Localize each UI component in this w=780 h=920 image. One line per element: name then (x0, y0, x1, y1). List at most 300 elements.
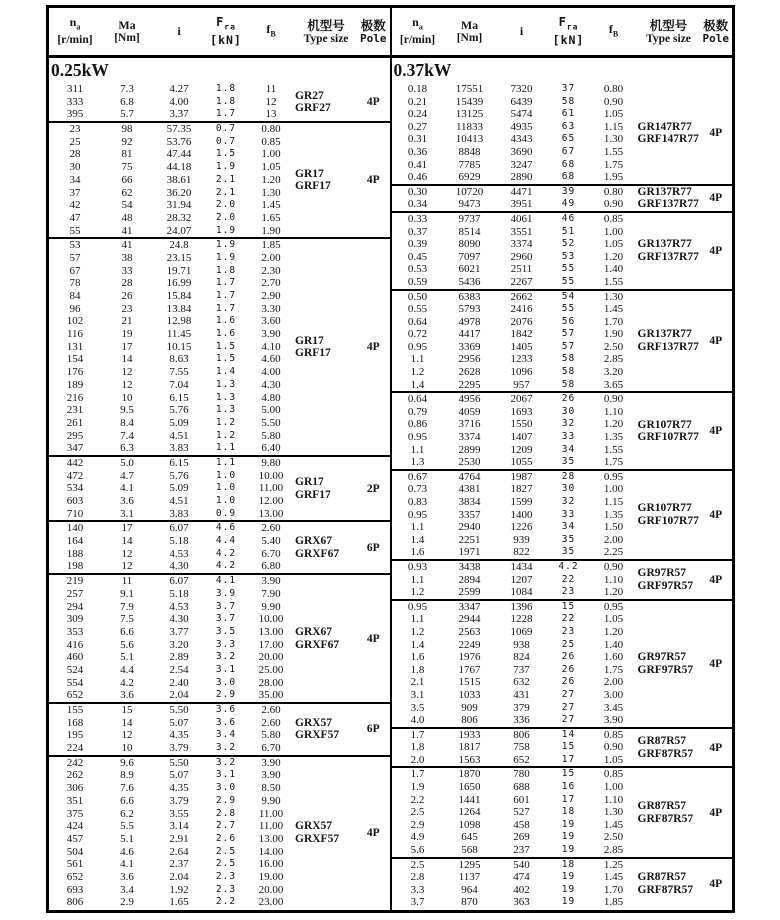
cell-fra: 2.0 (215, 211, 237, 223)
cell-ma: 2530 (458, 456, 481, 469)
block-rows (49, 457, 295, 520)
cell-i: 7320 (510, 83, 533, 95)
header-unit: [Nm] (456, 31, 483, 44)
cell-i: 15.84 (166, 290, 192, 302)
table-row (49, 588, 295, 601)
cell-na: 1.2 (410, 625, 425, 638)
cell-fb: 0.85 (603, 768, 624, 781)
cell-fb: 25.00 (258, 663, 284, 676)
header-ma (444, 19, 496, 45)
cell-ma: 6.3 (120, 442, 134, 455)
cell-fra: 55 (561, 263, 576, 275)
cell-ma: 15439 (455, 95, 484, 108)
cell-fb: 1.35 (603, 508, 624, 521)
type-size-labels (295, 239, 357, 455)
cell-na: 154 (66, 353, 84, 366)
cell-i: 23.15 (166, 251, 192, 264)
cell-fra: 4.4 (215, 535, 237, 547)
cell-fra: 14 (561, 728, 576, 740)
cell-i: 3.79 (169, 794, 189, 807)
cell-fra: 1.8 (215, 264, 237, 276)
block-rows (392, 213, 638, 289)
cell-i: 1069 (510, 625, 533, 638)
cell-fra: 1.0 (215, 495, 237, 506)
block-rows (392, 561, 638, 599)
block-rows (49, 704, 295, 755)
type-size-label: GRF87R57 (637, 883, 694, 896)
cell-na: 2.2 (410, 793, 425, 806)
table-row (392, 341, 638, 354)
cell-i: 5.18 (169, 587, 189, 600)
pole-value: 4P (366, 632, 380, 645)
cell-na: 53 (69, 239, 81, 252)
cell-fb: 3.00 (603, 688, 624, 701)
cell-i: 758 (513, 741, 530, 754)
cell-fra: 67 (561, 145, 576, 157)
cell-fra: 2.7 (215, 820, 237, 832)
table-row (392, 819, 638, 832)
cell-fra: 1.5 (215, 353, 237, 365)
cell-fb: 9.80 (261, 456, 281, 469)
type-size-label: GR17 (295, 167, 324, 180)
cell-ma: 5.1 (120, 651, 134, 664)
type-size-label: GR137R77 (637, 328, 692, 341)
cell-fra: 4.2 (215, 547, 237, 559)
table-row (392, 496, 638, 509)
cell-fb: 12.00 (258, 495, 284, 507)
cell-i: 2416 (510, 303, 533, 316)
cell-fb: 2.90 (261, 290, 281, 302)
cell-fra: 19 (561, 818, 576, 830)
cell-ma: 6929 (458, 171, 481, 184)
cell-na: 561 (66, 858, 84, 871)
cell-ma: 2599 (458, 586, 481, 599)
table-row (49, 820, 295, 833)
block-rows (392, 601, 638, 727)
cell-i: 12.98 (166, 315, 192, 328)
cell-fra: 49 (561, 198, 576, 210)
gear-block (49, 237, 390, 455)
cell-i: 632 (513, 676, 530, 689)
table-row (392, 794, 638, 807)
table-row (392, 276, 638, 289)
type-size-label: GR107R77 (637, 418, 692, 431)
header-symbol: i (177, 24, 181, 38)
cell-ma: 10 (121, 742, 133, 755)
cell-i: 4.51 (169, 429, 189, 442)
block-rows (49, 522, 295, 573)
cell-na: 231 (66, 404, 84, 417)
cell-ma: 3.1 (120, 507, 134, 520)
cell-ma: 2940 (458, 521, 481, 534)
cell-i: 3.83 (169, 507, 189, 520)
table-row (49, 548, 295, 561)
table-row (392, 613, 638, 626)
cell-ma: 1137 (458, 871, 481, 884)
cell-na: 524 (66, 663, 84, 676)
cell-ma: 92 (121, 135, 133, 148)
cell-i: 2.37 (169, 858, 189, 871)
cell-fb: 1.25 (603, 858, 624, 871)
pole-value: 4P (709, 877, 723, 890)
cell-ma: 9.5 (120, 404, 134, 417)
cell-na: 1.8 (410, 741, 425, 754)
cell-fra: 58 (561, 378, 576, 390)
cell-fb: 1.45 (603, 818, 624, 831)
cell-i: 2.04 (169, 870, 189, 883)
table-row (49, 689, 295, 702)
cell-i: 4061 (510, 212, 533, 225)
cell-i: 5474 (510, 108, 533, 121)
cell-fb: 1.85 (603, 896, 624, 909)
cell-fb: 23.00 (258, 896, 284, 909)
table-row (49, 353, 295, 366)
cell-i: 11.45 (166, 328, 192, 341)
cell-na: 30 (69, 161, 81, 174)
cell-fra: 4.2 (558, 560, 579, 572)
cell-fb: 0.80 (603, 185, 624, 198)
table-row (49, 729, 295, 742)
cell-fra: 16 (561, 781, 576, 793)
cell-i: 1599 (510, 496, 533, 508)
cell-na: 0.53 (407, 263, 428, 276)
block-rows (49, 123, 295, 237)
header-i (153, 25, 205, 38)
table-row (392, 651, 638, 664)
header-unit: [r/min] (399, 33, 436, 46)
cell-fb: 16.00 (258, 858, 284, 871)
cell-i: 24.8 (169, 239, 189, 252)
cell-na: 1.9 (410, 781, 425, 794)
cell-fra: 15 (561, 768, 576, 780)
cell-fb: 1.30 (261, 186, 281, 199)
cell-fra: 15 (561, 600, 576, 612)
table-row (392, 406, 638, 419)
cell-i: 2.40 (169, 676, 189, 689)
cell-na: 0.86 (407, 418, 428, 431)
cell-i: 4935 (510, 120, 533, 133)
cell-ma: 1767 (458, 663, 481, 676)
cell-na: 1.7 (410, 768, 425, 781)
table-row (392, 702, 638, 715)
header-unit: [kN] (552, 32, 585, 47)
cell-fra: 1.6 (215, 315, 237, 327)
pole-value: 4P (709, 741, 723, 754)
cell-fb: 1.60 (603, 651, 624, 664)
cell-i: 2511 (510, 263, 533, 276)
table-row (392, 263, 638, 276)
table-row (49, 341, 295, 354)
cell-na: 311 (66, 83, 84, 95)
cell-ma: 14 (121, 535, 133, 548)
table-row (49, 846, 295, 859)
type-size-label: GRXF57 (295, 832, 340, 845)
cell-i: 780 (513, 768, 530, 781)
cell-fra: 32 (561, 418, 576, 430)
cell-fb: 1.05 (603, 753, 624, 766)
type-size-label: GRF107R77 (637, 514, 699, 527)
cell-fra: 27 (561, 701, 576, 713)
cell-fb: 0.80 (603, 83, 624, 95)
cell-fra: 25 (561, 638, 576, 650)
cell-fra: 1.0 (215, 482, 237, 494)
header-cn-label: 机型号 (307, 18, 345, 33)
table-row (392, 186, 638, 199)
cell-fb: 1.20 (261, 173, 281, 186)
cell-na: 1.1 (410, 443, 425, 456)
cell-fb: 5.80 (261, 429, 281, 442)
cell-fra: 33 (561, 431, 576, 443)
table-row (49, 769, 295, 782)
table-row (49, 252, 295, 265)
table-row (392, 586, 638, 599)
cell-i: 6439 (510, 95, 533, 108)
cell-ma: 2251 (458, 533, 481, 546)
table-row (49, 704, 295, 717)
cell-fra: 27 (561, 688, 576, 700)
table-row (49, 366, 295, 379)
cell-fra: 34 (561, 443, 576, 455)
cell-ma: 7.6 (120, 782, 134, 795)
cell-fb: 1.15 (603, 496, 624, 508)
cell-fra: 3.7 (215, 600, 237, 612)
cell-i: 527 (513, 806, 530, 819)
cell-na: 347 (66, 442, 84, 455)
cell-na: 3.3 (410, 883, 425, 896)
cell-ma: 4059 (458, 405, 481, 418)
table-row (49, 651, 295, 664)
type-size-labels (638, 601, 700, 727)
cell-i: 2890 (510, 171, 533, 184)
cell-na: 0.83 (407, 496, 428, 508)
cell-i: 6.15 (169, 391, 189, 404)
cell-ma: 2.9 (120, 896, 134, 909)
cell-i: 2067 (510, 393, 533, 406)
type-size-label: GRF137R77 (637, 198, 699, 211)
cell-ma: 2628 (458, 366, 481, 379)
cell-na: 2.5 (410, 806, 425, 819)
pole-value: 4P (709, 508, 723, 521)
gear-block (392, 599, 733, 727)
cell-na: 34 (69, 173, 81, 186)
cell-i: 6.07 (169, 522, 189, 535)
cell-na: 25 (69, 135, 81, 148)
table-row (49, 430, 295, 443)
cell-i: 1400 (510, 508, 533, 521)
cell-i: 5.07 (169, 769, 189, 782)
cell-na: 1.1 (410, 613, 425, 626)
type-size-label: GR27 (295, 89, 324, 102)
cell-ma: 1976 (458, 651, 481, 664)
header-type (295, 18, 357, 45)
pole-value: 4P (366, 174, 380, 187)
table-row (49, 277, 295, 290)
table-row (392, 418, 638, 431)
cell-ma: 13125 (455, 108, 484, 121)
cell-na: 216 (66, 391, 84, 404)
block-rows (49, 757, 295, 909)
cell-fra: 1.9 (215, 251, 237, 263)
cell-i: 1987 (510, 470, 533, 483)
cell-i: 1434 (510, 560, 533, 573)
header-pole (700, 18, 733, 45)
type-size-label: GR87R57 (637, 871, 687, 884)
table-row (392, 366, 638, 379)
cell-fb: 1.20 (603, 625, 624, 638)
cell-fb: 1.20 (603, 250, 624, 263)
cell-na: 195 (66, 729, 84, 742)
table-row (49, 833, 295, 846)
cell-na: 3.1 (410, 688, 425, 701)
cell-fb: 1.30 (603, 806, 624, 819)
header-fb (247, 23, 295, 40)
cell-ma: 4.1 (120, 858, 134, 871)
cell-na: 84 (69, 290, 81, 302)
type-size-label: GRF97R57 (637, 663, 694, 676)
table-row (392, 159, 638, 172)
cell-fra: 53 (561, 250, 576, 262)
header-symbol: i (519, 24, 524, 38)
type-size-labels (295, 457, 357, 520)
table-row (49, 457, 295, 470)
type-size-label: GRF147R77 (637, 133, 699, 146)
cell-ma: 5.0 (120, 456, 134, 469)
table-row (392, 768, 638, 781)
cell-fra: 3.1 (215, 663, 237, 675)
cell-ma: 11833 (455, 120, 484, 133)
pole-value: 4P (709, 192, 723, 205)
cell-fb: 1.05 (261, 161, 281, 174)
block-rows (49, 575, 295, 702)
table-row (49, 664, 295, 677)
table-row (392, 561, 638, 574)
cell-fra: 3.9 (215, 587, 237, 599)
cell-na: 0.93 (407, 560, 428, 573)
cell-fb: 3.90 (261, 769, 281, 782)
cell-i: 601 (513, 793, 530, 806)
table-row (392, 238, 638, 251)
cell-ma: 10413 (455, 133, 484, 146)
cell-na: 0.95 (407, 431, 428, 444)
cell-i: 1550 (510, 418, 533, 431)
cell-i: 4.30 (169, 560, 189, 573)
cell-na: 306 (66, 782, 84, 795)
power-rating-title: 0.37kW (393, 60, 452, 80)
cell-na: 2.9 (410, 818, 425, 831)
cell-fra: 3.6 (215, 716, 237, 728)
cell-na: 0.64 (407, 315, 428, 328)
gear-block (392, 391, 733, 469)
table-row (49, 858, 295, 871)
cell-ma: 806 (461, 714, 478, 727)
cell-na: 4.0 (410, 714, 425, 727)
cell-na: 198 (66, 560, 84, 573)
cell-fra: 26 (561, 393, 576, 405)
cell-fra: 57 (561, 328, 576, 340)
type-size-label: GR97R57 (637, 651, 687, 664)
type-size-label: GRF107R77 (637, 431, 699, 444)
table-row (392, 806, 638, 819)
gear-block (49, 455, 390, 520)
header-na (392, 16, 444, 46)
cell-ma: 5.1 (120, 832, 134, 845)
cell-i: 3247 (510, 158, 533, 171)
cell-i: 474 (513, 871, 530, 884)
cell-ma: 41 (121, 239, 133, 252)
cell-fra: 18 (561, 858, 576, 870)
cell-na: 0.33 (407, 212, 428, 225)
cell-na: 37 (69, 186, 81, 199)
table-row (392, 108, 638, 121)
cell-fb: 2.85 (603, 844, 624, 857)
pole-value: 4P (709, 425, 723, 438)
cell-ma: 1933 (458, 728, 481, 741)
cell-fra: 1.7 (215, 302, 237, 314)
type-size-label: GR107R77 (637, 502, 692, 515)
cell-fra: 2.3 (215, 870, 237, 882)
cell-ma: 3347 (458, 600, 481, 613)
cell-fra: 68 (561, 171, 576, 183)
cell-na: 164 (66, 535, 84, 548)
cell-fra: 3.2 (215, 651, 237, 663)
cell-ma: 17 (121, 522, 133, 535)
type-size-label: GRF27 (295, 102, 331, 115)
cell-fra: 19 (561, 871, 576, 883)
type-size-label: GRF97R57 (637, 579, 694, 592)
block-rows (392, 291, 638, 392)
cell-na: 2.0 (410, 753, 425, 766)
type-size-label: GRF87R57 (637, 747, 694, 760)
cell-fb: 1.55 (603, 275, 624, 288)
cell-ma: 3357 (458, 508, 481, 521)
cell-fra: 18 (561, 806, 576, 818)
cell-na: 0.95 (407, 508, 428, 521)
table-row (392, 884, 638, 897)
cell-fra: 55 (561, 275, 576, 287)
cell-i: 4.35 (169, 729, 189, 742)
block-rows (49, 83, 295, 121)
table-row (392, 483, 638, 496)
cell-fra: 3.2 (215, 742, 237, 754)
cell-fra: 1.2 (215, 429, 237, 441)
cell-fra: 17 (561, 793, 576, 805)
cell-fb: 2.60 (261, 716, 281, 729)
cell-fb: 4.80 (261, 391, 281, 404)
cell-na: 5.6 (410, 844, 425, 857)
cell-i: 5.50 (169, 756, 189, 769)
cell-ma: 2944 (458, 613, 481, 626)
cell-na: 457 (66, 832, 84, 845)
cell-fb: 3.45 (603, 701, 624, 714)
gearmotor-selection-table (46, 5, 735, 913)
cell-i: 3.55 (169, 807, 189, 820)
cell-fra: 2.8 (215, 807, 237, 819)
pole-value: 4P (709, 127, 723, 140)
cell-i: 3690 (510, 145, 533, 158)
cell-na: 0.50 (407, 290, 428, 303)
cell-i: 1827 (510, 483, 533, 496)
type-size-label: GRX67 (295, 626, 333, 639)
cell-na: 1.8 (410, 663, 425, 676)
cell-fra: 65 (561, 133, 576, 145)
header-symbol: $F_{ra}$ (216, 15, 236, 32)
table-row (49, 626, 295, 639)
cell-ma: 12 (121, 729, 133, 742)
table-row (49, 417, 295, 430)
cell-ma: 1817 (458, 741, 481, 754)
header-type (638, 18, 700, 45)
cell-i: 16.99 (166, 277, 192, 290)
